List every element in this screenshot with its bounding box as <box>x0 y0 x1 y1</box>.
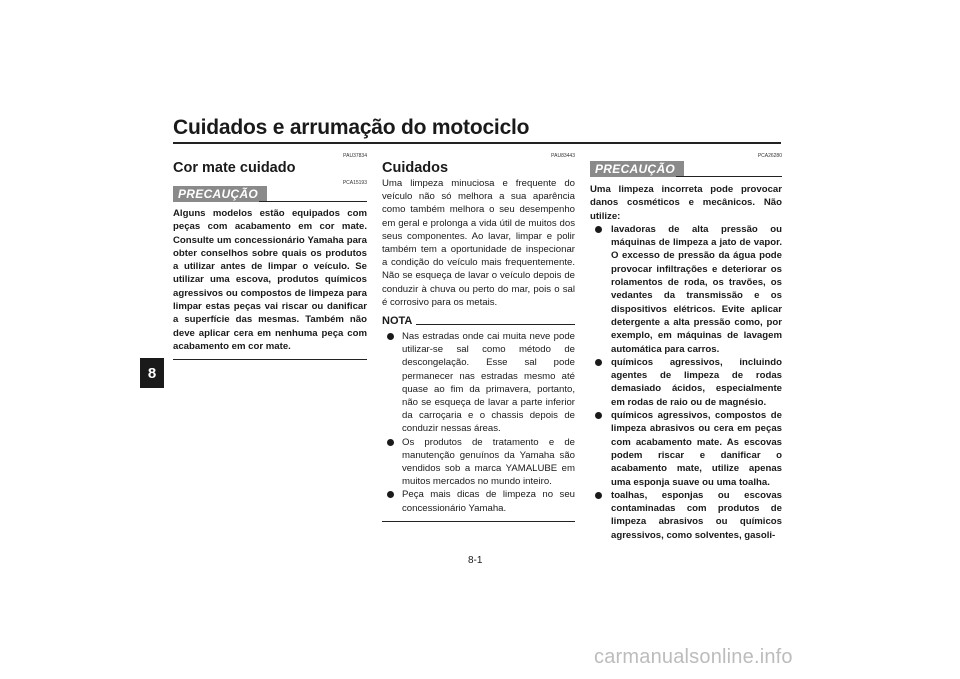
page-title: Cuidados e arrumação do motociclo <box>173 116 530 139</box>
note-end-rule <box>382 521 575 522</box>
caution-intro: Uma limpeza incorreta pode provocar danos cosméticos e mecânicos. Não utilize: <box>590 184 782 222</box>
caution-item <box>590 409 782 489</box>
caution-item-text: lavadoras de alta pressão ou máquinas de limpeza a jato de vapor. O excesso de pressão da água pode provocar infiltrações e deteriorar os rolamentos de roda, os travões, os vedantes da transmissão e os dispositivos elétricos. Evite aplicar detergente a alta pressão como, por exemplo, em máquinas de lavagem automática para carros. <box>611 223 782 355</box>
bullet-icon <box>595 226 602 233</box>
bullet-icon <box>387 439 394 446</box>
section-heading: Cor mate cuidado <box>173 160 296 176</box>
caution-code: PCA26280 <box>757 153 782 159</box>
section-cleaning-caution <box>590 153 782 542</box>
section-body: Uma limpeza minuciosa e frequente do veículo não só melhora a sua aparência como também melhora o seu desempenho em geral e prolonga a vida útil de muitos dos seus componentes. Ao lavar, limpar e polir também tem a oportunidade de inspecionar a condição do veículo mais frequentemente. Não se esqueça de lavar o veículo depois de conduzir à chuva ou perto do mar, pois o sal é corrosivo para os metais. <box>382 178 575 308</box>
caution-text: Alguns modelos estão equipados com peças com acabamento em cor mate. Consulte um concessionário Yamaha para obter conselhos sobre quais os produtos a utilizar antes de limpar o veículo. Se utilizar uma escova, produtos químicos agressivos ou compostos de limpeza para limpar estas peças vai riscar ou danificar a superfície das mesmas. Também não deve aplicar cera em nenhuma peça com acabamento em cor mate. <box>173 208 367 352</box>
caution-label: PRECAUÇÃO <box>173 186 267 202</box>
title-underline <box>173 142 781 144</box>
caution-item-text: químicos agressivos, incluindo agentes de limpeza de rodas demasiado ácidos, especialmente em rodas de raio ou de magnésio. <box>611 356 782 408</box>
caution-code: PCA15193 <box>342 180 367 186</box>
caution-item-text: toalhas, esponjas ou escovas contaminadas com produtos de limpeza abrasivos ou químicos agressivos, como solventes, gasoli- <box>611 489 782 541</box>
caution-item <box>590 356 782 409</box>
page-number: 8-1 <box>468 555 483 566</box>
section-code: PAU83443 <box>551 153 575 159</box>
note-text: Os produtos de tratamento e de manutenção genuínos da Yamaha são vendidos sob a marca YAMALUBE em muitos mercados no mundo inteiro. <box>402 436 575 488</box>
caution-item <box>590 489 782 542</box>
section-care <box>382 153 575 522</box>
caution-item-text: químicos agressivos, compostos de limpeza abrasivos ou cera em peças com acabamento mate. As escovas podem riscar e danificar o acabamento mate, utilize apenas uma esponja suave ou uma toalha. <box>611 410 782 488</box>
watermark: carmanualsonline.info <box>594 646 793 668</box>
note-label: NOTA <box>382 315 413 328</box>
chapter-tab: 8 <box>140 358 164 388</box>
caution-header <box>173 186 367 202</box>
bullet-icon <box>595 412 602 419</box>
note-item <box>382 488 575 514</box>
note-rule <box>416 324 575 325</box>
section-matte-care <box>173 153 367 360</box>
note-text: Nas estradas onde cai muita neve pode utilizar-se sal como método de descongelação. Esse sal pode permanecer nas estradas mesmo até quase ao fim da primavera, portanto, não se esqueça de lavar a parte inferior da carroçaria e o chassis depois de conduzir nessas áreas. <box>402 331 575 435</box>
bullet-icon <box>595 359 602 366</box>
note-header <box>382 315 575 329</box>
caution-item <box>590 223 782 356</box>
bullet-icon <box>595 492 602 499</box>
caution-header <box>590 161 782 177</box>
caution-label: PRECAUÇÃO <box>590 161 684 177</box>
note-text: Peça mais dicas de limpeza no seu concessionário Yamaha. <box>402 489 575 514</box>
caution-rule <box>259 201 367 202</box>
bullet-icon <box>387 491 394 498</box>
note-item <box>382 436 575 489</box>
section-heading: Cuidados <box>382 160 449 176</box>
section-code: PAU37834 <box>343 153 367 159</box>
caution-end-rule <box>173 359 367 360</box>
bullet-icon <box>387 333 394 340</box>
caution-rule <box>676 176 782 177</box>
note-item <box>382 330 575 436</box>
